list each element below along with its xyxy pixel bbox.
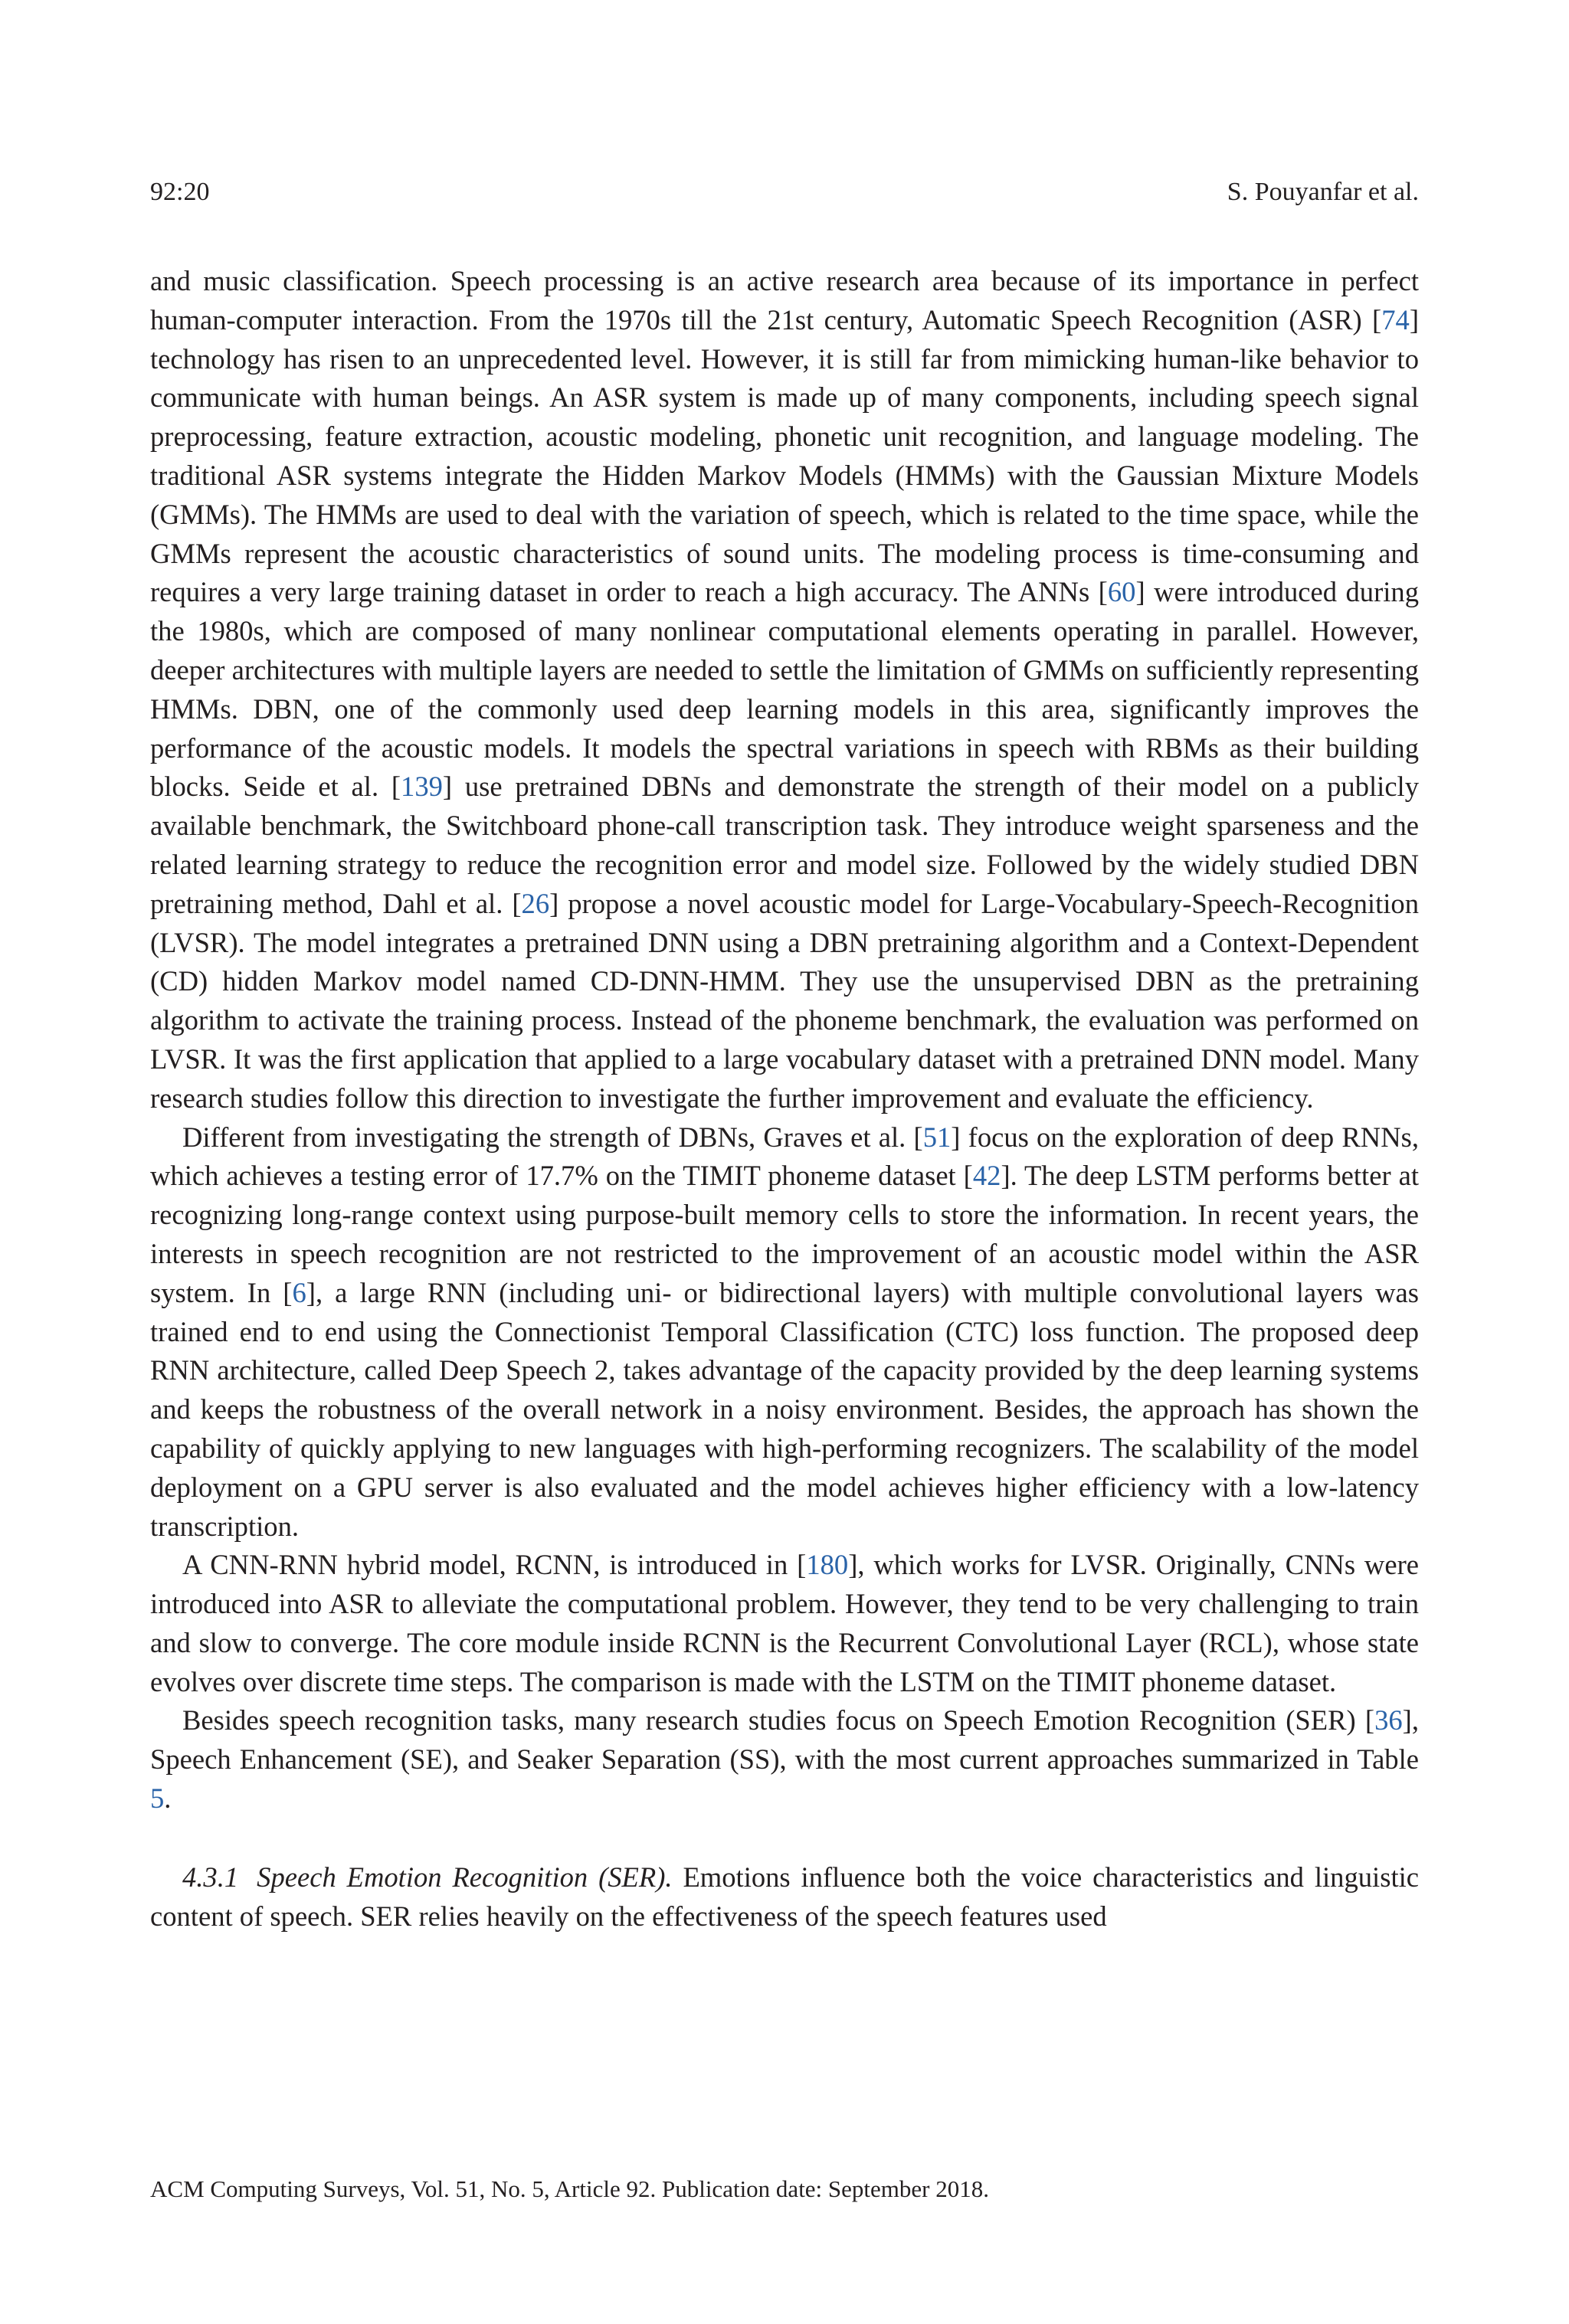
page-number: 92:20: [150, 178, 210, 206]
section-heading: [182, 1861, 673, 1893]
text-segment: ]. The deep LSTM performs better at recognizing long-range context using purpose-built memory cells to store the information. In recent years, the interests in speech recognition are not restricted to the improvement of an acoustic model within the ASR system. In [: [150, 1160, 1419, 1308]
section-number: 4.3.1: [182, 1861, 239, 1893]
section-paragraph: [150, 1858, 1419, 1936]
text-segment: Emotions influence both the voice characteristics and linguistic content of speech. SER relies heavily on the effectiveness of the speech features used: [150, 1861, 1420, 1932]
text-segment: Besides speech recognition tasks, many research studies focus on Speech Emotion Recognition (SER) [: [182, 1704, 1375, 1736]
text-segment: ] technology has risen to an unprecedented level. However, it is still far from mimicking human-like behavior to communicate with human beings. An ASR system is made up of many components, including speech signal preprocessing, feature extraction, acoustic modeling, phonetic unit recognition, and language modeling. The traditional ASR systems integrate the Hidden Markov Models (HMMs) with the Gaussian Mixture Models (GMMs). The HMMs are used to deal with the variation of speech, which is related to the time space, while the GMMs represent the acoustic characteristics of sound units. The modeling process is time-consuming and requires a very large training dataset in order to reach a high accuracy. The ANNs [: [150, 303, 1419, 608]
text-segment: ], Speech Enhancement (SE), and Seaker Separation (SS), with the most current approaches summarized in Table: [150, 1704, 1419, 1776]
text-segment: ], a large RNN (including uni- or bidirectional layers) with multiple convolutional layers was trained end to end using the Connectionist Temporal Classification (CTC) loss function. The proposed deep RNN architecture, called Deep Speech 2, takes advantage of the capacity provided by the deep learning systems and keeps the robustness of the overall network in a noisy environment. Besides, the approach has shown the capability of quickly applying to new languages with high-performing recognizers. The scalability of the model deployment on a GPU server is also evaluated and the model achieves higher efficiency with a low-latency transcription.: [150, 1276, 1419, 1542]
paragraph-1: [150, 262, 1419, 1118]
table-link[interactable]: 5: [150, 1782, 165, 1815]
citation-link[interactable]: 60: [1107, 576, 1136, 608]
text-segment: Different from investigating the strength of DBNs, Graves et al. [: [182, 1121, 923, 1153]
citation-link[interactable]: 6: [292, 1276, 306, 1308]
running-head: [150, 173, 1419, 211]
text-segment: ] propose a novel acoustic model for Large-Vocabulary-Speech-Recognition (LVSR). The model integrates a pretrained DNN using a DBN pretraining algorithm and a Context-Dependent (CD) hidden Markov model named CD-DNN-HMM. They use the unsupervised DBN as the pretraining algorithm to activate the training process. Instead of the phoneme benchmark, the evaluation was performed on LVSR. It was the first application that applied to a large vocabulary dataset with a pretrained DNN model. Many research studies follow this direction to investigate the further improvement and evaluate the efficiency.: [150, 887, 1419, 1114]
citation-link[interactable]: 51: [922, 1121, 952, 1153]
citation-link[interactable]: 26: [521, 887, 550, 919]
citation-link[interactable]: 74: [1381, 303, 1410, 336]
page-footer: ACM Computing Surveys, Vol. 51, No. 5, Article 92. Publication date: September 2018.: [150, 2175, 989, 2202]
text-segment: ] use pretrained DBNs and demonstrate the strength of their model on a publicly available benchmark, the Switchboard phone-call transcription task. They introduce weight sparseness and the related learning strategy to reduce the recognition error and model size. Followed by the widely studied DBN pretraining method, Dahl et al. [: [150, 771, 1420, 919]
text-segment: ] were introduced during the 1980s, which are composed of many nonlinear computational elements operating in parallel. However, deeper architectures with multiple layers are needed to settle the limitation of GMMs on sufficiently representing HMMs. DBN, one of the commonly used deep learning models in this area, significantly improves the performance of the acoustic models. It models the spectral variations in speech with RBMs as their building blocks. Seide et al. [: [150, 576, 1420, 803]
citation-link[interactable]: 36: [1374, 1704, 1403, 1736]
text-segment: ] focus on the exploration of deep RNNs, which achieves a testing error of 17.7% on the TIMIT phoneme dataset [: [150, 1121, 1419, 1192]
paragraph-3: [150, 1546, 1419, 1701]
paragraph-2: [150, 1118, 1419, 1547]
section-title: Speech Emotion Recognition (SER).: [257, 1861, 673, 1893]
running-head-authors: S. Pouyanfar et al.: [1227, 178, 1419, 206]
text-segment: .: [164, 1782, 172, 1815]
text-segment: ], which works for LVSR. Originally, CNNs were introduced into ASR to alleviate the computational problem. However, they tend to be very challenging to train and slow to converge. The core module inside RCNN is the Recurrent Convolutional Layer (RCL), whose state evolves over discrete time steps. The comparison is made with the LSTM on the TIMIT phoneme dataset.: [150, 1549, 1419, 1697]
body-text: [150, 262, 1419, 1936]
citation-link[interactable]: 42: [972, 1160, 1001, 1192]
text-segment: A CNN-RNN hybrid model, RCNN, is introduced in [: [182, 1549, 807, 1581]
citation-link[interactable]: 180: [806, 1549, 849, 1581]
paragraph-4: [150, 1701, 1419, 1818]
text-segment: and music classification. Speech processing is an active research area because of its importance in perfect human-computer interaction. From the 1970s till the 21st century, Automatic Speech Recognition (ASR) [: [150, 265, 1419, 336]
citation-link[interactable]: 139: [401, 771, 443, 803]
